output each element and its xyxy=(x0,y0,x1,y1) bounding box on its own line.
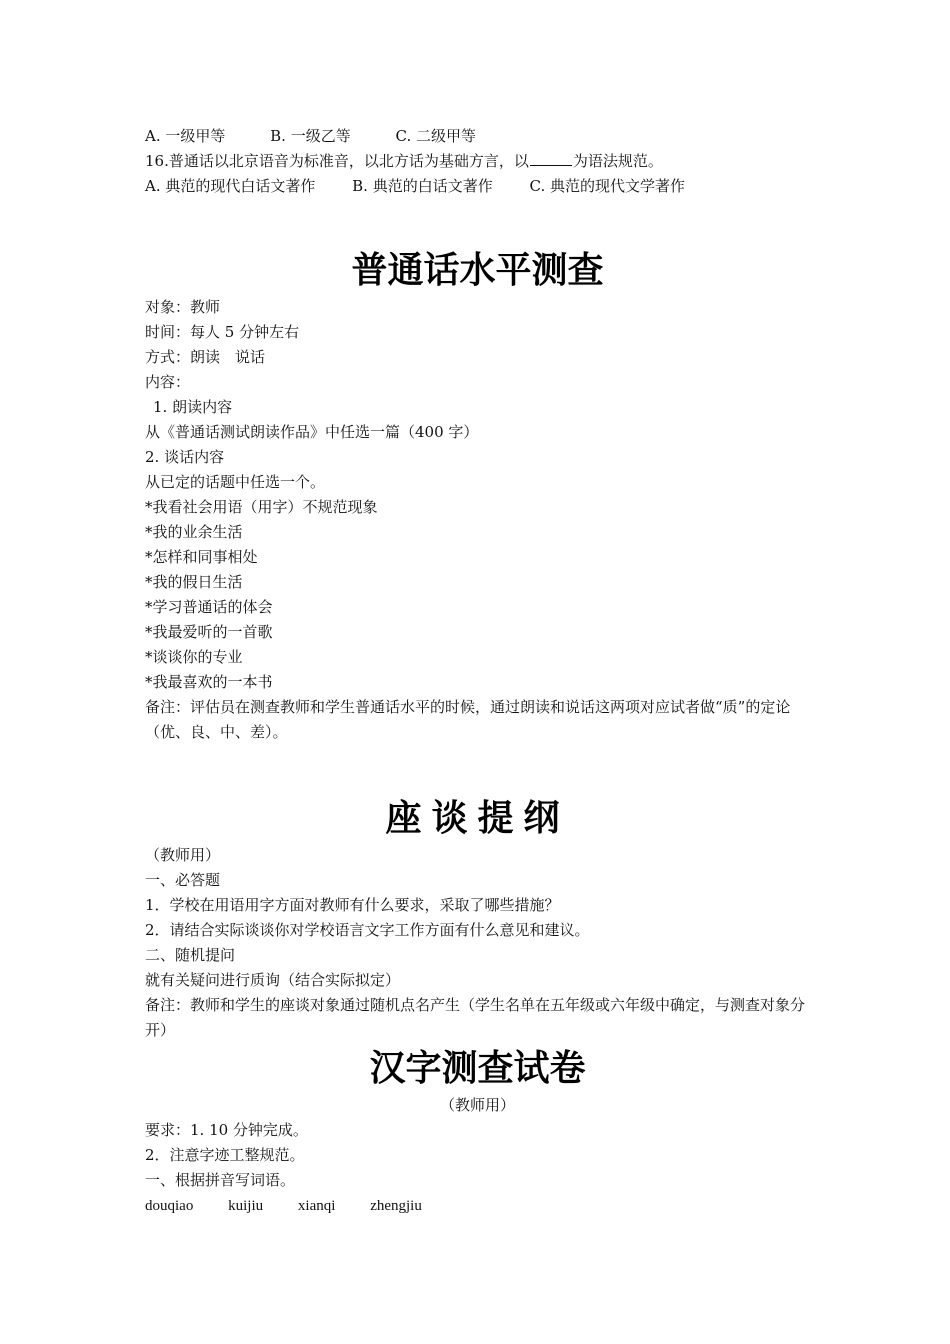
info-line: 时间：每人 5 分钟左右 xyxy=(145,323,300,341)
option-b: B. 典范的白话文著作 xyxy=(352,177,493,195)
topic-item: *怎样和同事相处 xyxy=(145,548,258,566)
content-item: 1. 朗读内容 xyxy=(153,398,233,416)
option-a: A. 典范的现代白话文著作 xyxy=(145,177,316,195)
question-15-options xyxy=(145,124,810,149)
question-16-options xyxy=(145,174,810,199)
content-item-desc: 从《普通话测试朗读作品》中任选一篇（400 字） xyxy=(145,423,479,441)
outline-line: 二、随机提问 xyxy=(145,946,236,964)
section-note: 备注：教师和学生的座谈对象通过随机点名产生（学生名单在五年级或六年级中确定，与测查对象分开） xyxy=(145,996,806,1039)
topic-item: *学习普通话的体会 xyxy=(145,598,273,616)
question-16 xyxy=(145,149,810,174)
requirement-line: 2．注意字迹工整规范。 xyxy=(145,1146,305,1164)
content-item-desc: 从已定的话题中任选一个。 xyxy=(145,473,326,491)
option-b: B. 一级乙等 xyxy=(270,127,351,145)
question-heading: 一、根据拼音写词语。 xyxy=(145,1171,296,1189)
info-line: 对象：教师 xyxy=(145,298,221,316)
topic-item: *我的假日生活 xyxy=(145,573,243,591)
option-c: C. 二级甲等 xyxy=(395,127,476,145)
topic-item: *谈谈你的专业 xyxy=(145,648,243,666)
pinyin-word: kuijiu xyxy=(228,1198,264,1214)
section-note: 备注：评估员在测查教师和学生普通话水平的时候，通过朗读和说话这两项对应试者做“质”的定论（优、良、中、差）。 xyxy=(145,698,791,741)
topic-item: *我最喜欢的一本书 xyxy=(145,673,273,691)
pinyin-word: douqiao xyxy=(145,1198,194,1214)
topic-item: *我看社会用语（用字）不规范现象 xyxy=(145,498,378,516)
content-item: 2. 谈话内容 xyxy=(145,448,225,466)
section-subtitle: （教师用） xyxy=(439,1096,515,1114)
pinyin-word: xianqi xyxy=(297,1198,336,1214)
topic-item: *我的业余生活 xyxy=(145,523,243,541)
section-title-character-test: 汉字测查试卷 xyxy=(369,1047,586,1089)
outline-line: 就有关疑问进行质询（结合实际拟定） xyxy=(145,971,401,989)
outline-line: 1．学校在用语用字方面对教师有什么要求，采取了哪些措施？ xyxy=(145,896,560,914)
question-16-suffix: 为语法规范。 xyxy=(572,152,663,170)
topic-item: *我最爱听的一首歌 xyxy=(145,623,273,641)
section-title-discussion-outline: 座谈提纲 xyxy=(385,797,570,839)
question-16-prefix: 16.普通话以北京语音为标准音，以北方话为基础方言，以 xyxy=(145,152,529,170)
section-subtitle: （教师用） xyxy=(145,846,221,864)
outline-line: 一、必答题 xyxy=(145,871,221,889)
requirement-line: 要求：1. 10 分钟完成。 xyxy=(145,1121,308,1139)
option-a: A. 一级甲等 xyxy=(145,127,226,145)
info-line: 内容： xyxy=(145,373,191,391)
section-title-mandarin-test: 普通话水平测查 xyxy=(351,249,604,291)
option-c: C. 典范的现代文学著作 xyxy=(529,177,685,195)
answer-blank xyxy=(530,151,572,166)
outline-line: 2．请结合实际谈谈你对学校语言文字工作方面有什么意见和建议。 xyxy=(145,921,590,939)
pinyin-word: zhengjiu xyxy=(370,1198,422,1214)
pinyin-row xyxy=(145,1193,810,1218)
info-line: 方式：朗读 说话 xyxy=(145,348,266,366)
document-page xyxy=(145,124,810,1218)
